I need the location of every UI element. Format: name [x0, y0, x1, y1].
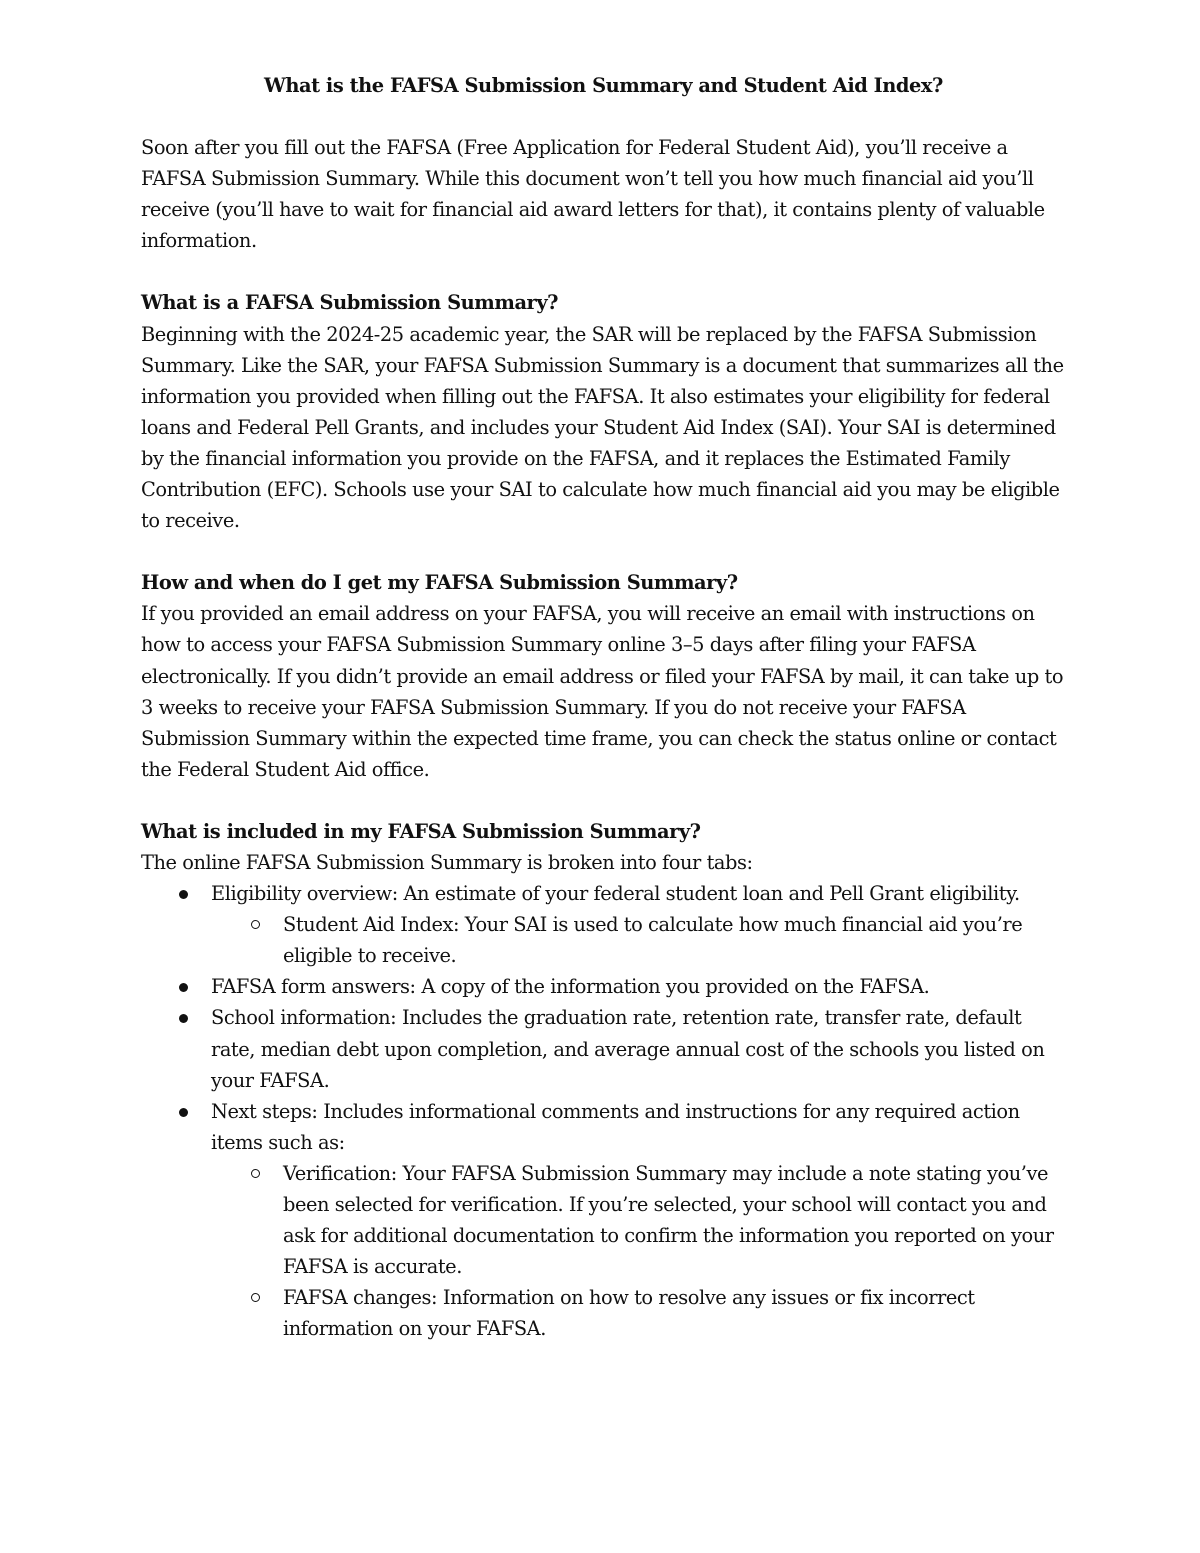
list-item [141, 971, 1066, 1002]
list-item-text: FAFSA form answers: A copy of the information you provided on the FAFSA. [211, 975, 930, 999]
tabs-bullet-list [141, 878, 1066, 1344]
list-item [141, 1096, 1066, 1345]
document-body [141, 70, 1066, 1344]
list-item [141, 878, 1066, 971]
sub-list-item: FAFSA changes: Information on how to resolve any issues or fix incorrect information on your FAFSA. [212, 1282, 1066, 1344]
intro-paragraph: Soon after you fill out the FAFSA (Free Application for Federal Student Aid), you’ll receive a FAFSA Submission Summary. While this document won’t tell you how much financial aid you’ll receive (you’ll have to wait for financial aid award letters for that), it contains plenty of valuable information. [141, 136, 1045, 253]
section-heading: What is included in my FAFSA Submission Summary? [141, 819, 701, 843]
section-body: If you provided an email address on your FAFSA, you will receive an email with instructions on how to access your FAFSA Submission Summary online 3–5 days after filing your FAFSA electronically. If you didn’t provide an email address or filed your FAFSA by mail, it can take up to 3 weeks to receive your FAFSA Submission Summary. If you do not receive your FAFSA Submission Summary within the expected time frame, you can check the status online or contact the Federal Student Aid office. [141, 602, 1064, 781]
section-what-is-summary [141, 287, 1066, 536]
document-title: What is the FAFSA Submission Summary and Student Aid Index? [264, 74, 943, 97]
section-body: Beginning with the 2024-25 academic year, the SAR will be replaced by the FAFSA Submission Summary. Like the SAR, your FAFSA Submission Summary is a document that summarizes all the information you provided when filling out the FAFSA. It also estimates your eligibility for federal loans and Federal Pell Grants, and includes your Student Aid Index (SAI). Your SAI is determined by the financial information you provide on the FAFSA, and it replaces the Estimated Family Contribution (EFC). Schools use your SAI to calculate how much financial aid you may be eligible to receive. [141, 322, 1064, 533]
section-heading: What is a FAFSA Submission Summary? [141, 291, 559, 315]
sub-list-item: Student Aid Index: Your SAI is used to calculate how much financial aid you’re eligible to receive. [212, 909, 1066, 971]
section-what-is-included [141, 816, 1066, 1345]
sub-bullet-list [141, 909, 1066, 971]
list-item-text: Next steps: Includes informational comments and instructions for any required action items such as: [211, 1099, 1020, 1154]
list-item-text: Eligibility overview: An estimate of your federal student loan and Pell Grant eligibility. [211, 882, 1020, 906]
section-heading: How and when do I get my FAFSA Submission Summary? [141, 571, 738, 595]
sub-list-item: Verification: Your FAFSA Submission Summary may include a note stating you’ve been selected for verification. If you’re selected, your school will contact you and ask for additional documentation to confirm the information you reported on your FAFSA is accurate. [212, 1158, 1066, 1282]
list-item-text: School information: Includes the graduation rate, retention rate, transfer rate, default rate, median debt upon completion, and average annual cost of the schools you listed on your FAFSA. [211, 1006, 1045, 1092]
list-item [141, 1002, 1066, 1095]
section-how-and-when [141, 567, 1066, 785]
section-body: The online FAFSA Submission Summary is broken into four tabs: [141, 850, 753, 874]
sub-bullet-list [141, 1158, 1066, 1345]
